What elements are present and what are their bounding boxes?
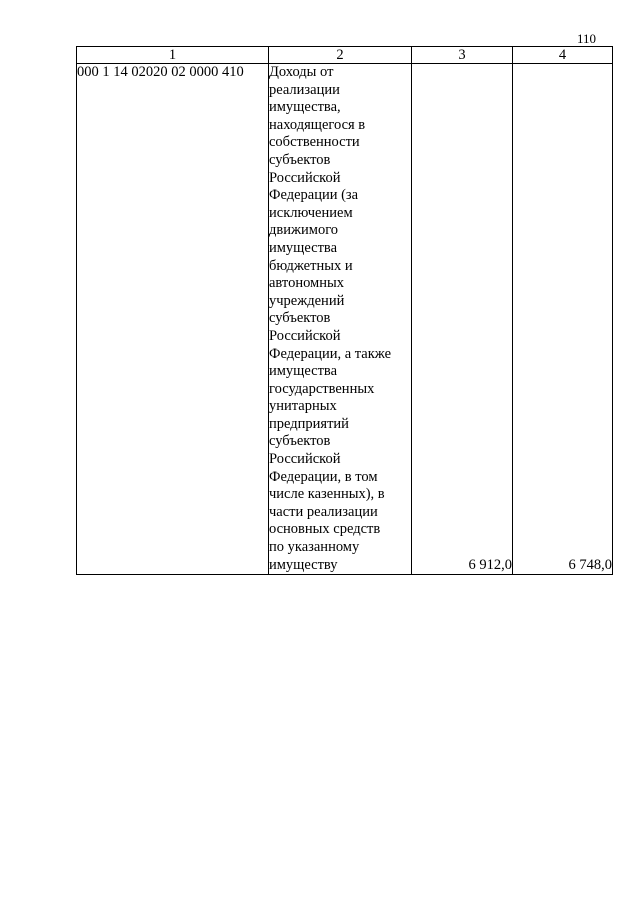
description-line: основных средств xyxy=(269,521,381,538)
description-line: субъектов xyxy=(269,433,331,450)
description-line: Федерации, в том xyxy=(269,468,378,485)
description-line: имущества xyxy=(269,239,338,256)
column-header-3: 3 xyxy=(412,47,513,64)
budget-classification-code: 000 1 14 02020 02 0000 410 xyxy=(77,64,269,575)
description-line: государственных xyxy=(269,380,375,397)
amount-column-4: 6 748,0 xyxy=(513,64,613,575)
description-line: учреждений xyxy=(269,292,345,309)
description-line: бюджетных и xyxy=(269,257,353,274)
description-line: предприятий xyxy=(269,415,349,432)
column-header-1: 1 xyxy=(77,47,269,64)
column-header-4: 4 xyxy=(513,47,613,64)
income-description xyxy=(269,64,412,575)
description-line: исключением xyxy=(269,204,353,221)
description-line: Федерации (за xyxy=(269,187,359,204)
description-line: имущества, xyxy=(269,99,341,116)
description-line: Федерации, а также xyxy=(269,345,392,362)
description-line: имущества xyxy=(269,363,338,380)
budget-table xyxy=(76,46,613,575)
page-number: 110 xyxy=(576,31,596,46)
description-line: числе казенных), в xyxy=(269,486,385,503)
table-header-row xyxy=(77,47,613,64)
table-row xyxy=(77,64,613,575)
amount-column-3: 6 912,0 xyxy=(412,64,513,575)
description-line: по указанному xyxy=(269,539,360,556)
description-line: Российской xyxy=(269,451,341,468)
description-line: имуществу xyxy=(269,556,338,573)
description-line: субъектов xyxy=(269,151,331,168)
description-line: субъектов xyxy=(269,310,331,327)
description-line: автономных xyxy=(269,275,344,292)
description-line: движимого xyxy=(269,222,339,239)
description-line: унитарных xyxy=(269,398,337,415)
description-line: находящегося в xyxy=(269,116,366,133)
description-line: Российской xyxy=(269,169,341,186)
description-line: Российской xyxy=(269,327,341,344)
description-line: реализации xyxy=(269,81,340,98)
description-line: собственности xyxy=(269,134,360,151)
description-line: Доходы от xyxy=(269,64,334,80)
description-line: части реализации xyxy=(269,503,378,520)
column-header-2: 2 xyxy=(269,47,412,64)
